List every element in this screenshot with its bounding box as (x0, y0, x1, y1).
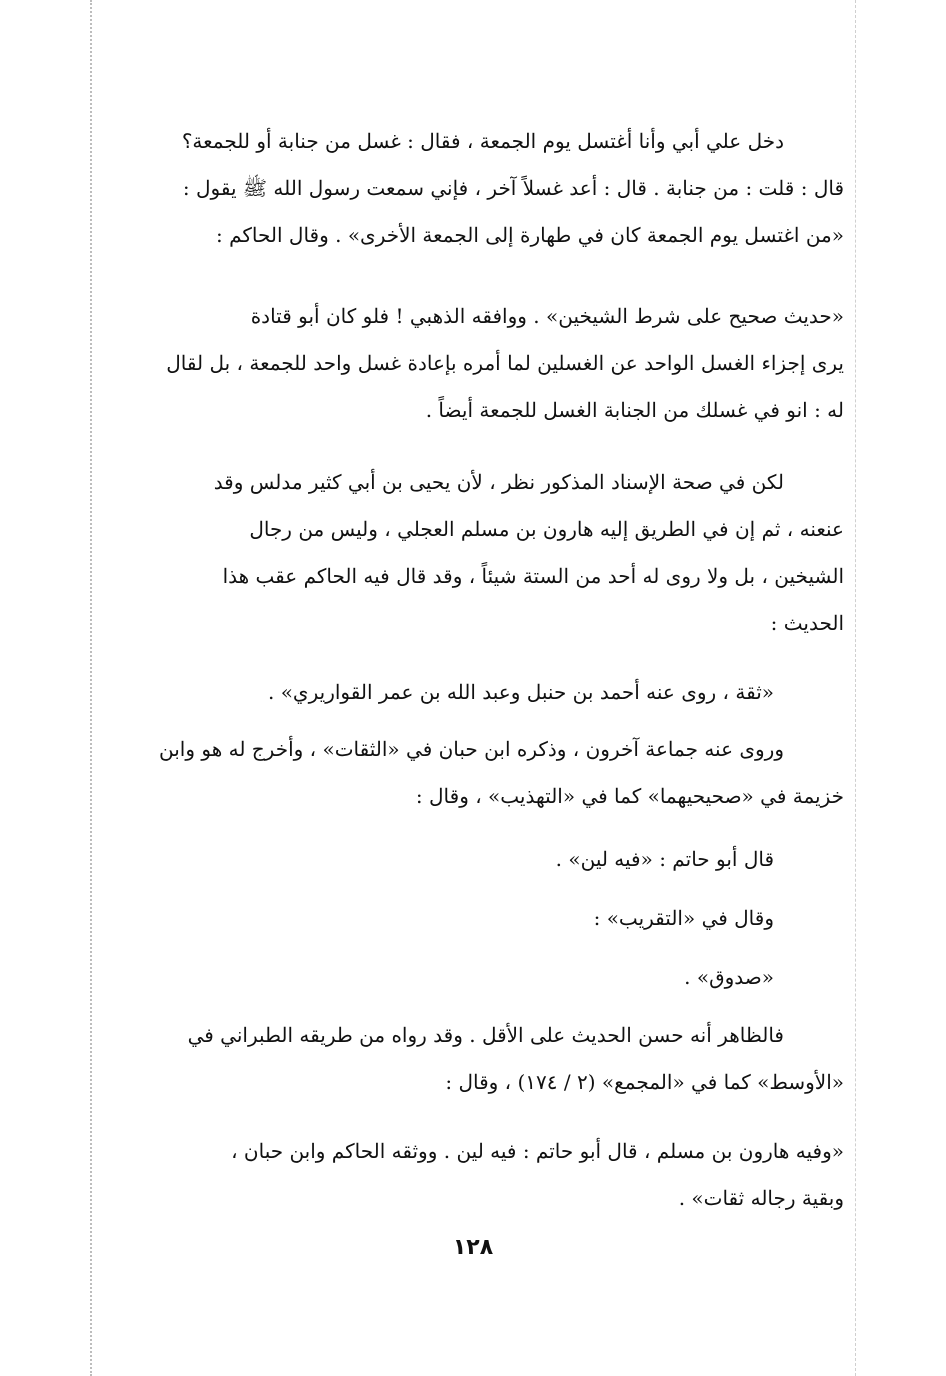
paragraph-3 (92, 459, 844, 647)
text-line: «الأوسط» كما في «المجمع» (٢ / ١٧٤) ، وقال : (445, 1070, 844, 1094)
paragraph-9 (92, 1012, 844, 1106)
scan-edge-right (855, 0, 856, 1376)
text-line: عنعنه ، ثم إن في الطريق إليه هارون بن مسلم العجلي ، وليس من رجال (249, 517, 844, 541)
page-number: ١٢٨ (452, 1235, 494, 1260)
text-line: قال : قلت : من جنابة . قال : أعد غسلاً آخر ، فإني سمعت رسول الله ﷺ يقول : (182, 176, 844, 200)
text-line: «صدوق» . (684, 965, 774, 989)
text-line: وروى عنه جماعة آخرون ، وذكره ابن حبان في «الثقات» ، وأخرج له هو وابن (159, 737, 784, 761)
text-line: «وفيه هارون بن مسلم ، قال أبو حاتم : فيه لين . ووثقه الحاكم وابن حبان ، (231, 1139, 844, 1163)
text-line: الشيخين ، بل ولا روى له أحد من الستة شيئاً ، وقد قال فيه الحاكم عقب هذا (222, 564, 844, 588)
text-line: دخل علي أبي وأنا أغتسل يوم الجمعة ، فقال : غسل من جنابة أو للجمعة؟ (181, 129, 784, 153)
text-line: خزيمة في «صحيحيهما» كما في «التهذيب» ، وقال : (415, 784, 844, 808)
paragraph-2 (92, 293, 844, 434)
text-line: فالظاهر أنه حسن الحديث على الأقل . وقد رواه من طريقه الطبراني في (187, 1023, 784, 1047)
paragraph-10 (92, 1128, 844, 1222)
paragraph-7 (92, 895, 844, 942)
text-line: يرى إجزاء الغسل الواحد عن الغسلين لما أمره بإعادة غسل واحد للجمعة ، بل لقال (166, 351, 844, 375)
text-line: الحديث : (770, 611, 844, 635)
text-line: «من اغتسل يوم الجمعة كان في طهارة إلى الجمعة الأخرى» . وقال الحاكم : (215, 223, 844, 247)
text-line: «ثقة ، روى عنه أحمد بن حنبل وعبد الله بن عمر القواريري» . (267, 680, 774, 704)
paragraph-8 (92, 954, 844, 1001)
paragraph-5 (92, 726, 844, 820)
text-line: «حديث صحيح على شرط الشيخين» . ووافقه الذهبي ! فلو كان أبو قتادة (250, 304, 844, 328)
text-line: قال أبو حاتم : «فيه لين» . (555, 847, 774, 871)
paragraph-1 (92, 118, 844, 259)
text-line: وبقية رجاله ثقات» . (678, 1186, 844, 1210)
text-line: له : انو في غسلك من الجنابة الغسل للجمعة أيضاً . (425, 398, 844, 422)
text-line: لكن في صحة الإسناد المذكور نظر ، لأن يحيى بن أبي كثير مدلس وقد (213, 470, 784, 494)
paragraph-4-quote (92, 669, 844, 716)
paragraph-6 (92, 836, 844, 883)
text-line: وقال في «التقريب» : (593, 906, 774, 930)
